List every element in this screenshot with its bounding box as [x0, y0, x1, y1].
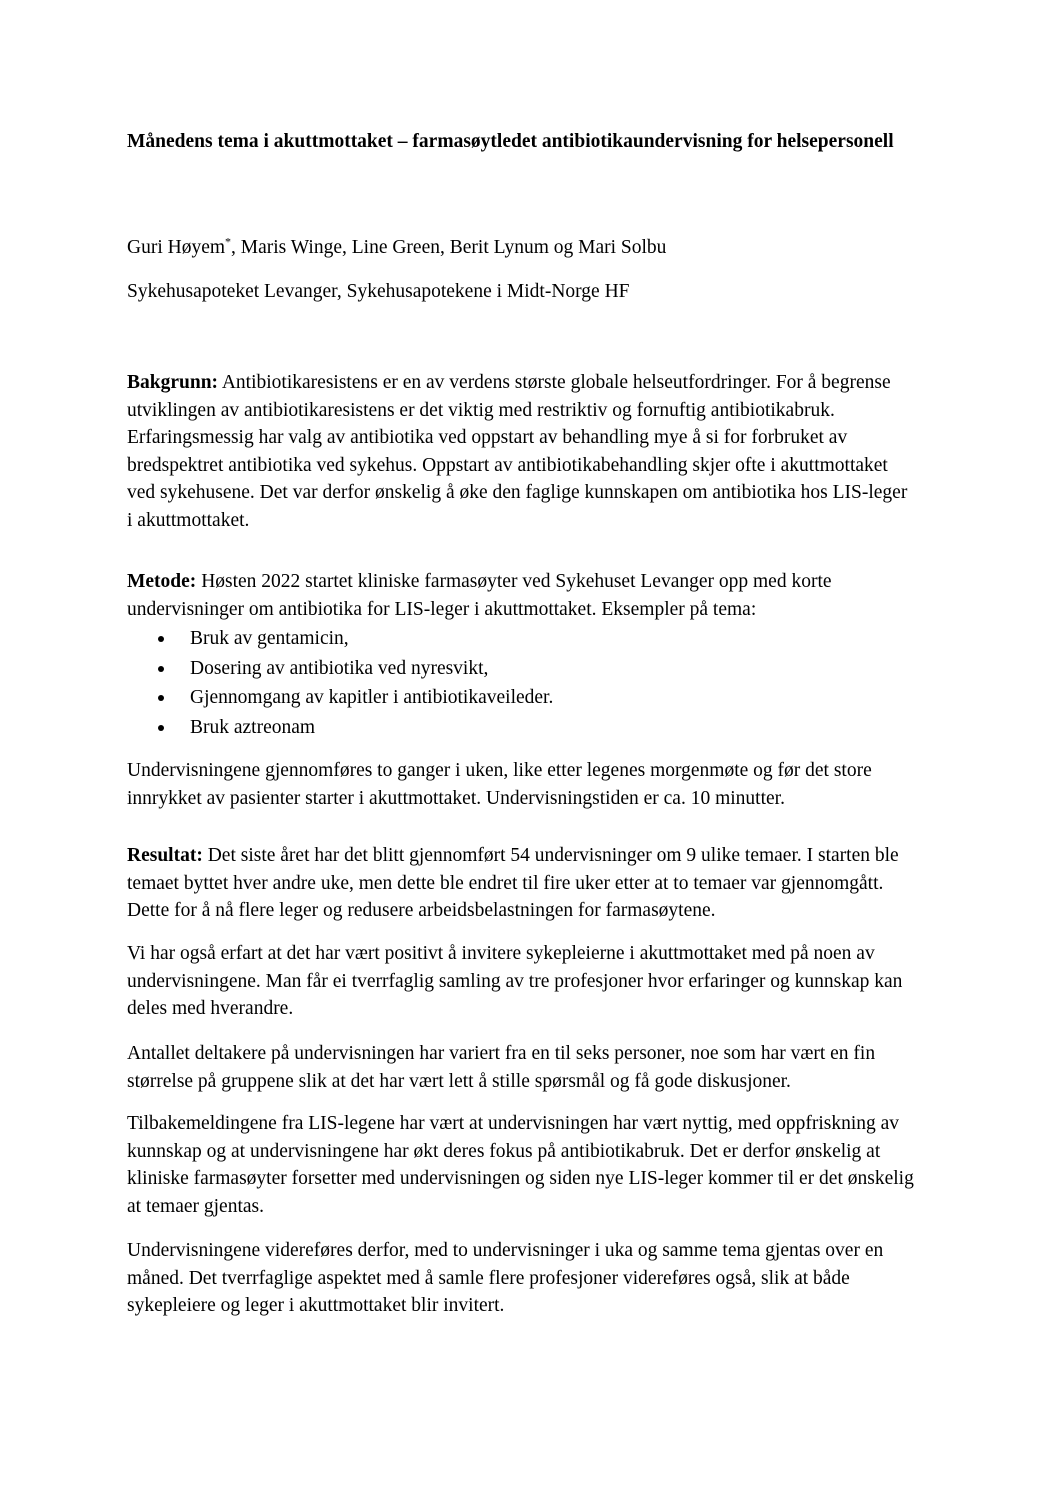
list-item-text: Dosering av antibiotika ved nyresvikt, — [190, 657, 489, 679]
topic-list — [127, 624, 917, 742]
authors-line — [127, 234, 917, 262]
paragraph-videreforing: Undervisningene videreføres derfor, med to undervisninger i uka og samme tema gjentas over en måned. Det tverrfaglige aspektet med å samle flere profesjoner videreføres også, slik at både sykepleiere og leger i akuttmottaket blir invitert. — [127, 1240, 884, 1316]
section-label-resultat: Resultat: — [127, 845, 203, 866]
list-item — [127, 654, 917, 684]
section-metode — [127, 568, 917, 623]
affiliation: Sykehusapoteket Levanger, Sykehusapotekene i Midt-Norge HF — [127, 281, 630, 302]
bullet-icon — [158, 666, 164, 672]
paragraph-antall: Antallet deltakere på undervisningen har variert fra en til seks personer, noe som har vært en fin størrelse på gruppene slik at det har vært lett å stille spørsmål og få gode diskusjoner. — [127, 1043, 876, 1092]
bullet-icon — [158, 725, 164, 731]
section-text-metode: Høsten 2022 startet kliniske farmasøyter ved Sykehuset Levanger opp med korte undervisninger om antibiotika for LIS-leger i akuttmottaket. Eksempler på tema: — [127, 571, 832, 620]
section-resultat — [127, 842, 917, 925]
author-others: , Maris Winge, Line Green, Berit Lynum og Mari Solbu — [231, 237, 667, 258]
author-primary: Guri Høyem — [127, 237, 226, 258]
list-item — [127, 624, 917, 654]
list-item-text: Gjennomgang av kapitler i antibiotikaveileder. — [190, 687, 554, 708]
list-item-text: Bruk aztreonam — [190, 716, 316, 738]
paragraph-tilbakemeldinger: Tilbakemeldingene fra LIS-legene har vært at undervisningen har vært nyttig, med oppfriskning av kunnskap og at undervisningene har økt deres fokus på antibiotikabruk. Det er derfor ønskelig at kliniske farmasøyter forsetter med undervisningen og siden nye LIS-leger kommer til er det ønskelig at temaer gjentas. — [127, 1113, 914, 1217]
section-bakgrunn — [127, 369, 917, 534]
list-item — [127, 683, 917, 713]
section-text-bakgrunn: Antibiotikaresistens er en av verdens største globale helseutfordringer. For å begrense utviklingen av antibiotikaresistens er det viktig med restriktiv og fornuftig antibiotikabruk. Erfaringsmessig har valg av antibiotika ved oppstart av behandling mye å si for forbruket av bredspektret antibiotika ved sykehus. Oppstart av antibiotikabehandling skjer ofte i akuttmottaket ved sykehusene. Det var derfor ønskelig å øke den faglige kunnskapen om antibiotika hos LIS-leger i akuttmottaket. — [127, 372, 908, 531]
list-item-text: Bruk av gentamicin, — [190, 628, 349, 649]
document-title: Månedens tema i akuttmottaket – farmasøytledet antibiotikaundervisning for helsepersonell — [127, 131, 894, 152]
paragraph-sykepleiere: Vi har også erfart at det har vært positivt å invitere sykepleierne i akuttmottaket med på noen av undervisningene. Man får ei tverrfaglig samling av tre profesjoner hvor erfaringer og kunnskap kan deles med hverandre. — [127, 943, 903, 1019]
section-label-bakgrunn: Bakgrunn: — [127, 372, 219, 393]
corresponding-author-marker: * — [225, 234, 232, 249]
list-item — [127, 713, 917, 743]
section-label-metode: Metode: — [127, 571, 197, 592]
section-text-resultat: Det siste året har det blitt gjennomført 54 undervisninger om 9 ulike temaer. I starten ble temaet byttet hver andre uke, men dette ble endret til fire uker etter at to temaer var gjennomgått. Dette for å nå flere leger og redusere arbeidsbelastningen for farmasøytene. — [127, 845, 899, 921]
bullet-icon — [158, 636, 164, 642]
paragraph-undervisning: Undervisningene gjennomføres to ganger i uken, like etter legenes morgenmøte og før det store innrykket av pasienter starter i akuttmottaket. Undervisningstiden er ca. 10 minutter. — [127, 760, 872, 809]
bullet-icon — [158, 695, 164, 701]
